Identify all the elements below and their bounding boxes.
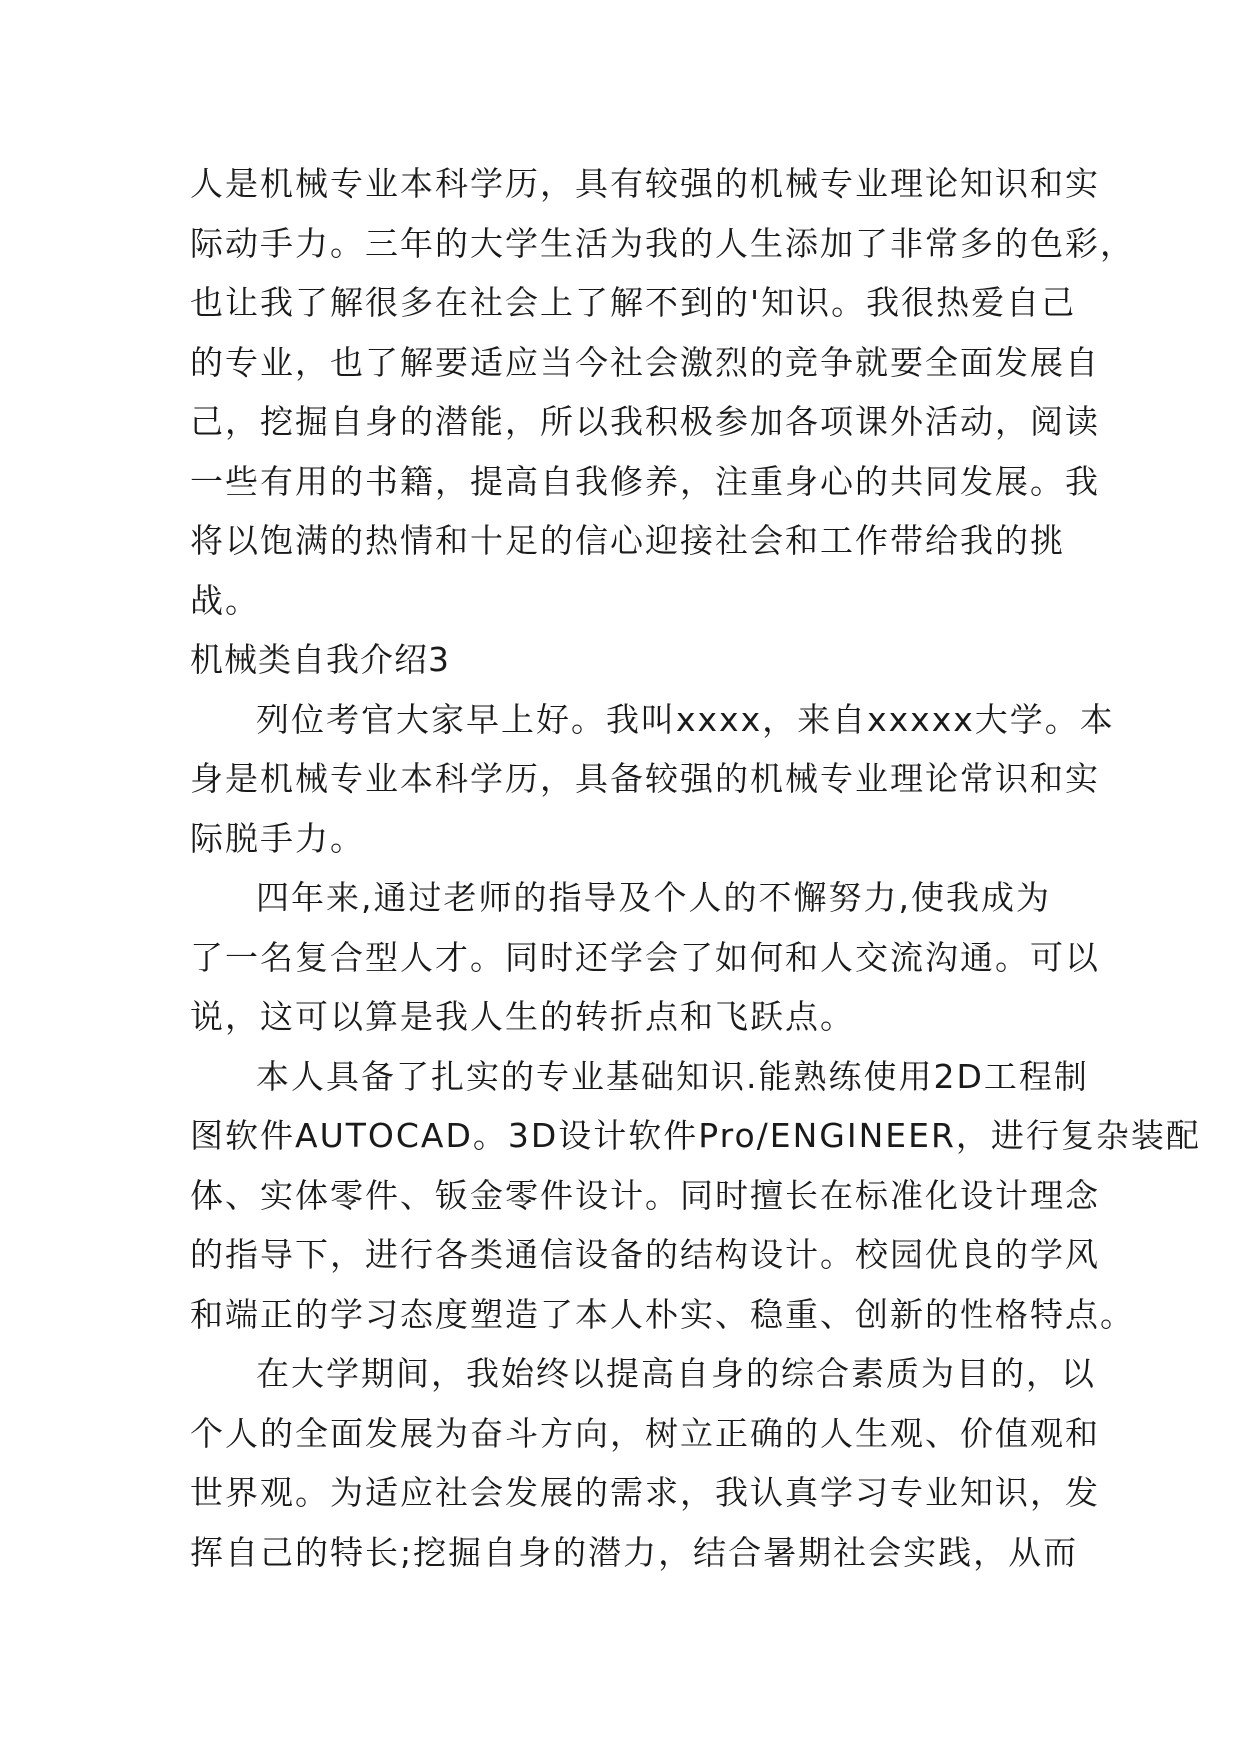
text-line: 四年来,通过老师的指导及个人的不懈努力,使我成为 bbox=[256, 878, 1051, 917]
text-line: 本人具备了扎实的专业基础知识.能熟练使用2D工程制 bbox=[256, 1056, 1089, 1096]
text-line: 的专业，也了解要适应当今社会激烈的竞争就要全面发展自 bbox=[190, 342, 1100, 382]
text-line: 列位考官大家早上好。我叫xxxx，来自xxxxx大学。本 bbox=[256, 699, 1115, 739]
text-line: 际脱手力。 bbox=[190, 818, 365, 858]
text-line: 人是机械专业本科学历，具有较强的机械专业理论知识和实 bbox=[190, 164, 1100, 203]
continued-paragraph bbox=[190, 154, 1135, 630]
text-line: 图软件AUTOCAD。3D设计软件Pro/ENGINEER，进行复杂装配 bbox=[190, 1116, 1201, 1155]
paragraph-skills bbox=[190, 1047, 1201, 1345]
text-line: 也让我了解很多在社会上了解不到的'知识。我很热爱自己 bbox=[190, 283, 1077, 322]
text-line: 将以饱满的热情和十足的信心迎接社会和工作带给我的挑 bbox=[190, 521, 1065, 560]
text-line: 一些有用的书籍，提高自我修养，注重身心的共同发展。我 bbox=[190, 461, 1100, 501]
text-line: 个人的全面发展为奋斗方向，树立正确的人生观、价值观和 bbox=[190, 1413, 1100, 1453]
text-line: 在大学期间，我始终以提高自身的综合素质为目的，以 bbox=[256, 1354, 1096, 1393]
paragraph-university bbox=[190, 1344, 1100, 1582]
section-heading: 机械类自我介绍3 bbox=[190, 640, 450, 679]
text-line: 己，挖掘自身的潜能，所以我积极参加各项课外活动，阅读 bbox=[190, 402, 1100, 441]
text-line: 和端正的学习态度塑造了本人朴实、稳重、创新的性格特点。 bbox=[190, 1294, 1135, 1334]
text-line: 体、实体零件、钣金零件设计。同时擅长在标准化设计理念 bbox=[190, 1175, 1100, 1215]
text-line: 世界观。为适应社会发展的需求，我认真学习专业知识，发 bbox=[190, 1473, 1100, 1512]
text-line: 的指导下，进行各类通信设备的结构设计。校园优良的学风 bbox=[190, 1235, 1100, 1274]
text-line: 战。 bbox=[190, 580, 260, 620]
text-line: 说，这可以算是我人生的转折点和飞跃点。 bbox=[190, 997, 855, 1036]
text-line: 了一名复合型人才。同时还学会了如何和人交流沟通。可以 bbox=[190, 937, 1100, 977]
text-line: 身是机械专业本科学历，具备较强的机械专业理论常识和实 bbox=[190, 759, 1100, 798]
text-line: 挥自己的特长;挖掘自身的潜力，结合暑期社会实践，从而 bbox=[190, 1532, 1079, 1572]
paragraph-greeting bbox=[190, 690, 1115, 869]
paragraph-four-years bbox=[190, 868, 1100, 1047]
text-line: 际动手力。三年的大学生活为我的人生添加了非常多的色彩， bbox=[190, 223, 1135, 263]
document-body bbox=[190, 154, 1201, 1582]
